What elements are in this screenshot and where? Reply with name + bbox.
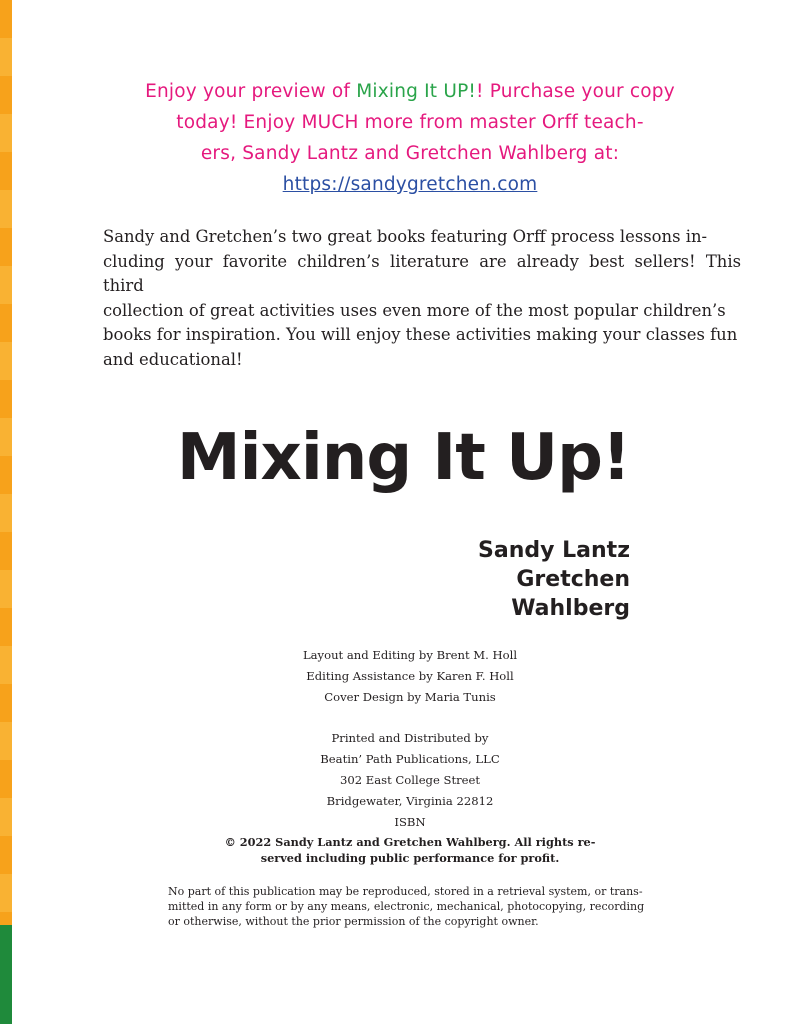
promo-book-title: Mixing It UP! — [356, 81, 477, 102]
book-title: Mixing It Up! — [176, 421, 631, 495]
author-name: Sandy Lantz — [478, 538, 630, 563]
rights-disclaimer: No part of this publication may be reproduced, stored in a retrieval system, or trans- mitted in any form or by any means, electronic, mechanical, photocopying, recording or otherwise, without the prior permission of the copyright owner. — [168, 885, 645, 928]
copyright-notice: © 2022 Sandy Lantz and Gretchen Wahlberg. All rights re- served including public performance for profit. — [224, 835, 596, 865]
credits-spacer — [200, 707, 620, 728]
cover-edge-strip-green — [0, 925, 12, 1024]
printed-by: Printed and Distributed by — [331, 731, 489, 746]
cover-edge-strip — [0, 0, 12, 1024]
book-authors — [400, 536, 630, 623]
intro-line: cluding your favorite children’s literature are already best sellers! This third — [103, 251, 741, 296]
website-link[interactable]: https://sandygretchen.com — [282, 174, 538, 195]
credit-cover: Cover Design by Maria Tunis — [324, 689, 496, 704]
publisher-city: Bridgewater, Virginia 22812 — [326, 793, 494, 808]
isbn-label: ISBN — [394, 814, 426, 829]
credit-editing: Editing Assistance by Karen F. Holl — [306, 668, 514, 683]
publisher-name: Beatin’ Path Publications, LLC — [320, 752, 500, 767]
intro-line: collection of great activities uses even more of the most popular children’s — [103, 300, 726, 320]
intro-line: and educational! — [103, 349, 243, 369]
intro-line: books for inspiration. You will enjoy these activities making your classes fun — [103, 325, 738, 345]
promo-line-3: ers, Sandy Lantz and Gretchen Wahlberg at: — [200, 143, 620, 164]
intro-line: Sandy and Gretchen’s two great books featuring Orff process lessons in- — [103, 227, 708, 246]
intro-paragraph — [103, 225, 741, 373]
author-name: Gretchen Wahlberg — [511, 567, 630, 621]
preview-promo — [100, 76, 720, 200]
publisher-street: 302 East College Street — [339, 772, 481, 787]
credit-layout: Layout and Editing by Brent M. Holl — [302, 648, 518, 662]
promo-line-2: today! Enjoy MUCH more from master Orff teach- — [176, 112, 644, 133]
promo-line-1: Enjoy your preview of Mixing It UP!! Purchase your copy — [145, 81, 675, 102]
credits-block — [200, 645, 620, 832]
